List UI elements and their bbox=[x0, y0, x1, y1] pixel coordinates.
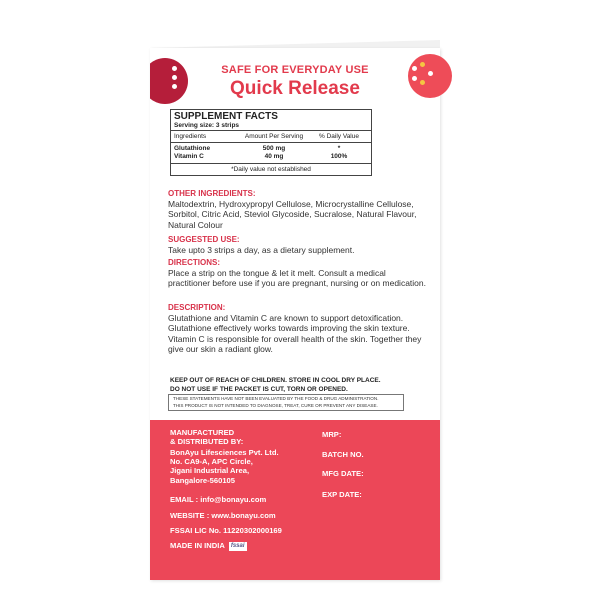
column-header: % Daily Value bbox=[319, 133, 359, 140]
serving-size: Serving size: 3 strips bbox=[171, 122, 371, 131]
fda-disclaimer bbox=[168, 394, 404, 411]
mfg-date-label: MFG DATE: bbox=[322, 469, 364, 478]
warning-line: DO NOT USE IF THE PACKET IS CUT, TORN OR OPENED. bbox=[170, 386, 348, 393]
other-ingredients-section bbox=[168, 189, 430, 230]
ingredient-amount: 500 mg bbox=[262, 145, 286, 152]
section-text: Place a strip on the tongue & let it melt. Consult a medical practitioner before use if you are pregnant, nursing or on medication. bbox=[168, 268, 426, 289]
column-header: Amount Per Serving bbox=[244, 133, 304, 140]
website-text: WEBSITE : www.bonayu.com bbox=[170, 511, 276, 520]
made-in-india bbox=[170, 541, 247, 551]
ingredient-name: Vitamin C bbox=[174, 153, 204, 160]
address-line: Jigani Industrial Area, bbox=[170, 466, 250, 476]
email-text: EMAIL : info@bonayu.com bbox=[170, 495, 267, 504]
section-text: Take upto 3 strips a day, as a dietary supplement. bbox=[168, 245, 355, 255]
fssai-license: FSSAI LIC No. 11220302000169 bbox=[170, 526, 282, 535]
table-row bbox=[171, 153, 371, 161]
section-title: SUGGESTED USE: bbox=[168, 235, 240, 244]
disclaimer-line: THESE STATEMENTS HAVE NOT BEEN EVALUATED BY THE FOOD & DRUG ADMINISTRATION. bbox=[173, 396, 379, 401]
exp-date-label: EXP DATE: bbox=[322, 490, 362, 499]
section-text: Maltodextrin, Hydroxypropyl Cellulose, Microcrystalline Cellulose, Sorbitol, Citric Acid, Steviol Glycoside, Sucralose, Natural Flavour, Natural Colour bbox=[168, 199, 417, 230]
heading-line: MANUFACTURED bbox=[170, 428, 235, 437]
product-title: Quick Release bbox=[230, 78, 360, 99]
disclaimer-line: THIS PRODUCT IS NOT INTENDED TO DIAGNOSE, TREAT, CURE OR PREVENT ANY DISEASE. bbox=[173, 402, 378, 408]
directions-section bbox=[168, 258, 430, 289]
facts-header-row bbox=[171, 131, 371, 143]
mrp-label: MRP: bbox=[322, 430, 342, 439]
manufacturer-panel bbox=[150, 420, 440, 580]
heading-line: & DISTRIBUTED BY: bbox=[170, 437, 244, 447]
ingredient-name: Glutathione bbox=[174, 145, 211, 152]
ingredient-dv: * bbox=[337, 145, 341, 152]
manufacturer-heading bbox=[170, 428, 243, 446]
column-header: Ingredients bbox=[174, 133, 207, 140]
facts-title: SUPPLEMENT FACTS bbox=[174, 111, 278, 122]
section-title: DIRECTIONS: bbox=[168, 258, 220, 267]
section-text: Glutathione and Vitamin C are known to support detoxification. Glutathione effectively works towards improving the skin texture. Vitamin C is responsible for overall health of the skin. Together they give our skin a radiant glow. bbox=[168, 313, 422, 355]
fssai-logo-icon: fssai bbox=[230, 542, 245, 549]
batch-no-label: BATCH NO. bbox=[322, 450, 364, 459]
table-row bbox=[171, 145, 371, 153]
tagline: SAFE FOR EVERYDAY USE bbox=[221, 64, 369, 76]
facts-footnote: *Daily value not established bbox=[231, 166, 311, 173]
address-line: No. CA9-A, APC Circle, bbox=[170, 457, 253, 467]
manufacturer-address bbox=[170, 448, 279, 485]
description-section bbox=[168, 303, 430, 355]
ingredient-amount: 40 mg bbox=[264, 153, 284, 160]
company-name: BonAyu Lifesciences Pvt. Ltd. bbox=[170, 448, 279, 457]
supplement-facts-table bbox=[170, 109, 372, 176]
product-carton bbox=[150, 48, 440, 580]
warning-text bbox=[170, 376, 420, 394]
address-line: Bangalore-560105 bbox=[170, 475, 236, 485]
section-title: OTHER INGREDIENTS: bbox=[168, 189, 256, 198]
ingredient-dv: 100% bbox=[330, 153, 348, 160]
warning-line: KEEP OUT OF REACH OF CHILDREN. STORE IN COOL DRY PLACE. bbox=[170, 377, 381, 384]
header-band bbox=[150, 48, 440, 104]
section-title: DESCRIPTION: bbox=[168, 303, 226, 312]
origin-text: MADE IN INDIA bbox=[170, 541, 225, 550]
suggested-use-section bbox=[168, 235, 430, 255]
